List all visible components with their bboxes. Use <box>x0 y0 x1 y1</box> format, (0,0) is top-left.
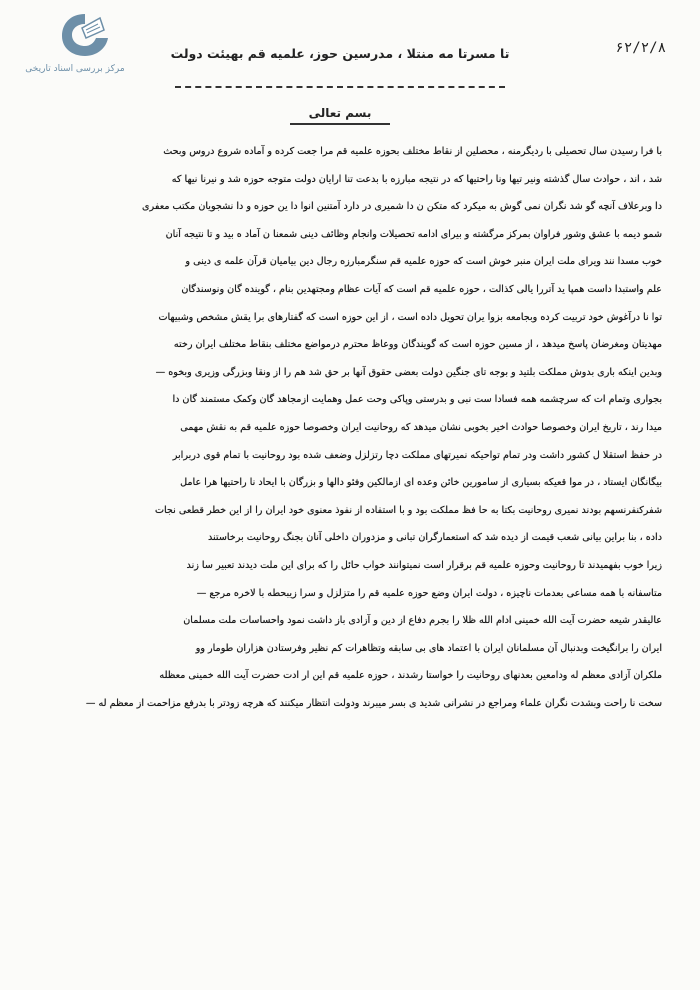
body-line: بیگانگان ایستاد ، در موا قعیکه بسیاری از سامورین خائن وعده ای ازمالکین وفئو دالها و بزرگان با ایحاد نا راحتیها هرا عامل <box>180 477 662 489</box>
body-line: شد ، اند ، حوادث سال گذشته ونیر تیها ونا راحتیها که در نتیجه مبارزه با بدعت تنا ارایان دولت متوجه حوزه شد و نیرنا نیها که <box>171 173 662 185</box>
body-line: دا وبرعلاف آنچه گو شد نگران نمی گوش به میکرد که متکن ن دا شمیری در دارد آمتنین انوا دا ین حوزه و دا نشجویان مکتب معفری <box>142 201 662 213</box>
document-date: ۶۲/۲/۸ <box>615 40 666 56</box>
body-line: میدا رند ، تاریخ ایران وخصوصا حوادث اخیر بخوبی نشان میدهد که روحانیت ایران وخصوصا حوزه علمیه قم به نقش مهمی <box>180 421 662 433</box>
body-line: شفرکنفرنسهم بودند نمیری روحانیت بکتا به حا فظ مملکت بود و با استفاده از نفوذ معنوی خود ایران را از این خطر قطعی نجات <box>154 504 662 516</box>
archive-logo-text: مرکز بررسی اسناد تاریخی <box>25 64 125 74</box>
document-body <box>50 138 662 717</box>
body-line: بجواری وتمام ات که سرچشمه همه فسادا ست نبی و بدرستی وپاکی وحت عمل وهمایت ازمجاهد گان وکمک مستمند گان دا <box>172 394 662 406</box>
body-line: در حفظ استقلا ل کشور داشت ودر تمام تواحیکه نمیرتهای مملکت دچا رتزلزل وضعف شده بود روحانیت با تمام قوی دربرابر <box>172 449 662 461</box>
archive-document-logo-icon <box>60 12 110 58</box>
document-subtitle: بسم تعالی <box>290 106 390 125</box>
body-line: متاسفانه با همه مساعی بعدمات ناچیزه ، دولت ایران وضع حوزه علمیه قم را متزلزل و سرا زیبحطه با لاخره مرجع — <box>196 587 662 599</box>
body-line: ملکران آزادی معظم له ودامعین بعدنهای روحانیت را خواستا رشدند ، حوزه علمیه قم این ار ادت حضرت آیت الله خمینی معظله <box>159 670 662 682</box>
archive-logo <box>20 12 130 82</box>
body-line: مهدیتان ومغرضان پاسخ میدهد ، از مسین حوزه است که گویندگان ووعاظ محترم درمواضع مختلف بنقاط مختلف ایران رخته <box>173 339 662 351</box>
body-line: زیرا خوب بفهمیدند تا روحانیت وحوزه علمیه قم برقرار است نمیتوانند خواب حائل را که برای این ملت دیدند تعبیر سا زند <box>186 559 662 571</box>
title-divider <box>175 86 505 88</box>
body-line: علم واستبدا داست همپا ید آتررا یالی کذالت ، حوزه علمیه قم است که آیات عظام ومجتهدین بنام ، گوینده گان ونوسندگان <box>181 283 662 295</box>
body-line: وبدین اینکه باری بدوش مملکت بلتید و بوجه تای جنگین دولت بعضی حقوق آنها بر حق شد هم را از ونقا وبزرگی وزیری وبخوه — <box>155 366 662 378</box>
body-line: خوب مسدا نند ویرای ملت ایران منبر خوش است که حوزه علمیه قم سنگرمبارزه رجال دین بیامیان قرآن علمه ی دینی و <box>185 256 662 268</box>
body-line: ایران را برانگیخت وبدنبال آن مسلمانان ایران با اعتماد های بی سابقه وتظاهرات کم نظیر وفرستادن هزاران طومار وو <box>195 642 662 654</box>
body-line: با فرا رسیدن سال تحصیلی با ردیگرمنه ، محصلین از نقاط مختلف بحوزه علمیه قم مرا جعت کرده و آماده شروع دروس وبحث <box>163 146 662 157</box>
body-line: عالیقدر شیعه حضرت آیت الله خمینی ادام الله ظلا را بجرم دفاع از دین و آزادی باز داشت نمود واحساسات ملت مسلمان <box>183 615 662 627</box>
body-line: سخت نا راحت وبشدت نگران علماء ومراجع در نشرانی شدید ی بسر میبرند ودولت انتظار میکنند که هرچه زودتر با بدرفع مزاحمت از معظم له — <box>85 697 662 709</box>
body-line: داده ، بنا براین بیانی شعب قیمت از دیده شد که استعمارگران تبانی و مزدوران داخلی آنان بجنگ روحانیت برخاستند <box>208 532 662 544</box>
body-line: توا نا درآغوش خود تربیت کرده وبجامعه بزوا یران تحویل داده است ، از این حوزه است که گفتارهای برا یقش مشخص وشبیهات <box>158 311 662 323</box>
document-title: تا مسرتا مه منتلا ، مدرسین حوز، علمیه قم بهیئت دولت <box>170 46 510 61</box>
body-line: شمو دیمه با عشق وشور فراوان بمرکز مرگشته و بیرای ادامه تحصیلات وانجام وظائف دینی شمعنا ن آماد ه بید و تا نتیجه آنان <box>165 228 662 240</box>
